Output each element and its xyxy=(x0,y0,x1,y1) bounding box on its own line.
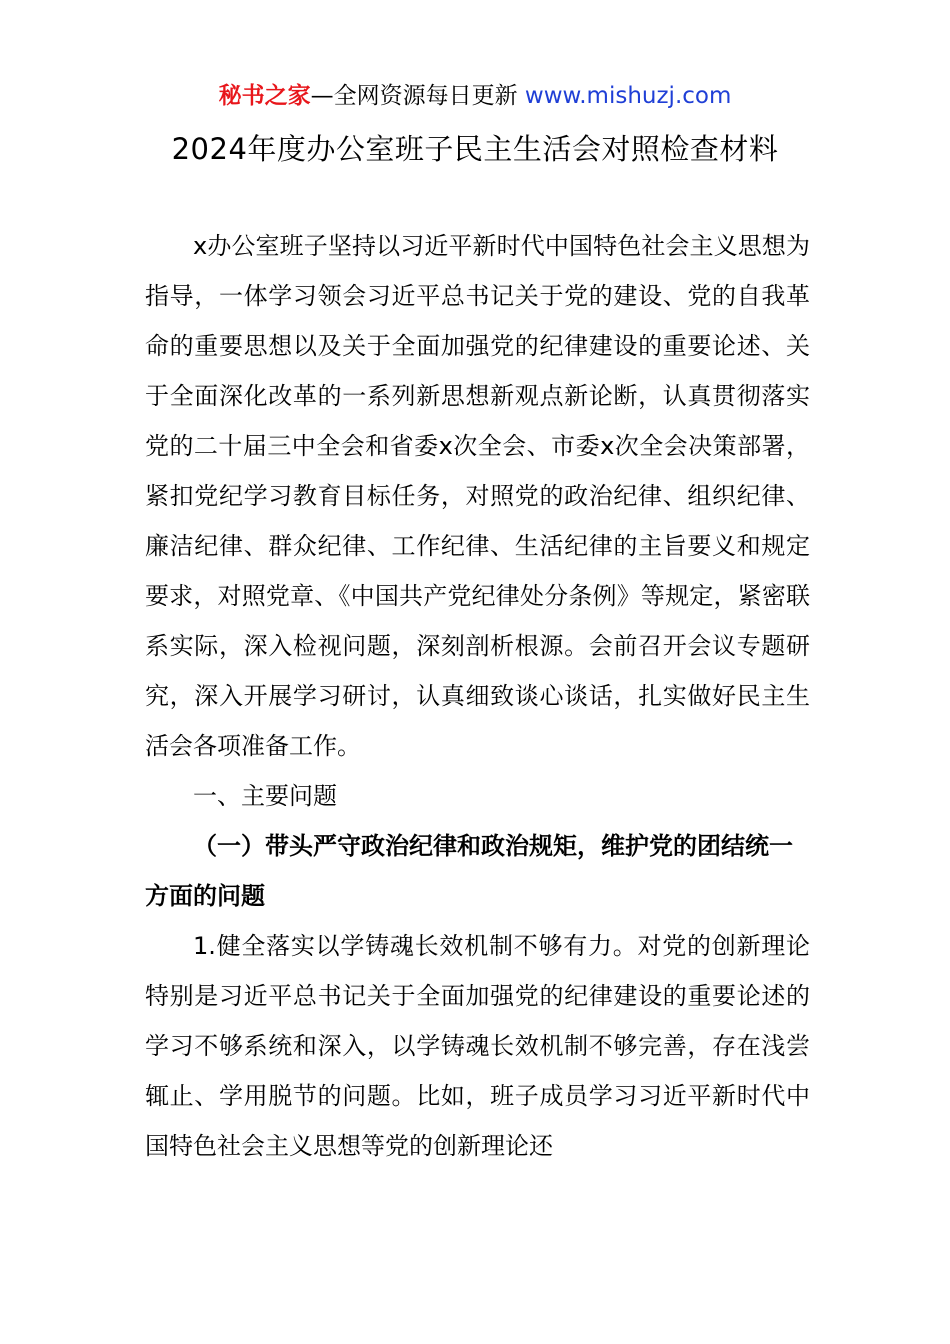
brand-name: 秘书之家 xyxy=(218,83,311,109)
document-title: 2024年度办公室班子民主生活会对照检查材料 xyxy=(171,132,779,166)
subsection-heading: （一）带头严守政治纪律和政治规矩，维护党的团结统一方面的问题 xyxy=(145,832,793,910)
banner-tagline: —全网资源每日更新 xyxy=(310,83,525,109)
intro-paragraph: x办公室班子坚持以习近平新时代中国特色社会主义思想为指导，一体学习领会习近平总书记关于党的建设、党的自我革命的重要思想以及关于全面加强党的纪律建设的重要论述、关于全面深化改革的一系列新思想新观点新论断，认真贯彻落实党的二十届三中全会和省委x次全会、市委x次全会决策部署，紧扣党纪学习教育目标任务，对照党的政治纪律、组织纪律、廉洁纪律、群众纪律、工作纪律、生活纪律的主旨要义和规定要求，对照党章、《中国共产党纪律处分条例》等规定，紧密联系实际，深入检视问题，深刻剖析根源。会前召开会议专题研究，深入开展学习研讨，认真细致谈心谈话，扎实做好民主生活会各项准备工作。 xyxy=(145,232,810,760)
site-banner xyxy=(0,80,950,112)
site-url-link[interactable]: www.mishuzj.com xyxy=(524,83,732,109)
item-paragraph: 1.健全落实以学铸魂长效机制不够有力。对党的创新理论特别是习近平总书记关于全面加强党的纪律建设的重要论述的学习不够系统和深入，以学铸魂长效机制不够完善，存在浅尝辄止、学用脱节的问题。比如，班子成员学习习近平新时代中国特色社会主义思想等党的创新理论还 xyxy=(145,932,810,1160)
document-body xyxy=(145,221,810,1171)
section-heading: 一、主要问题 xyxy=(193,782,337,810)
